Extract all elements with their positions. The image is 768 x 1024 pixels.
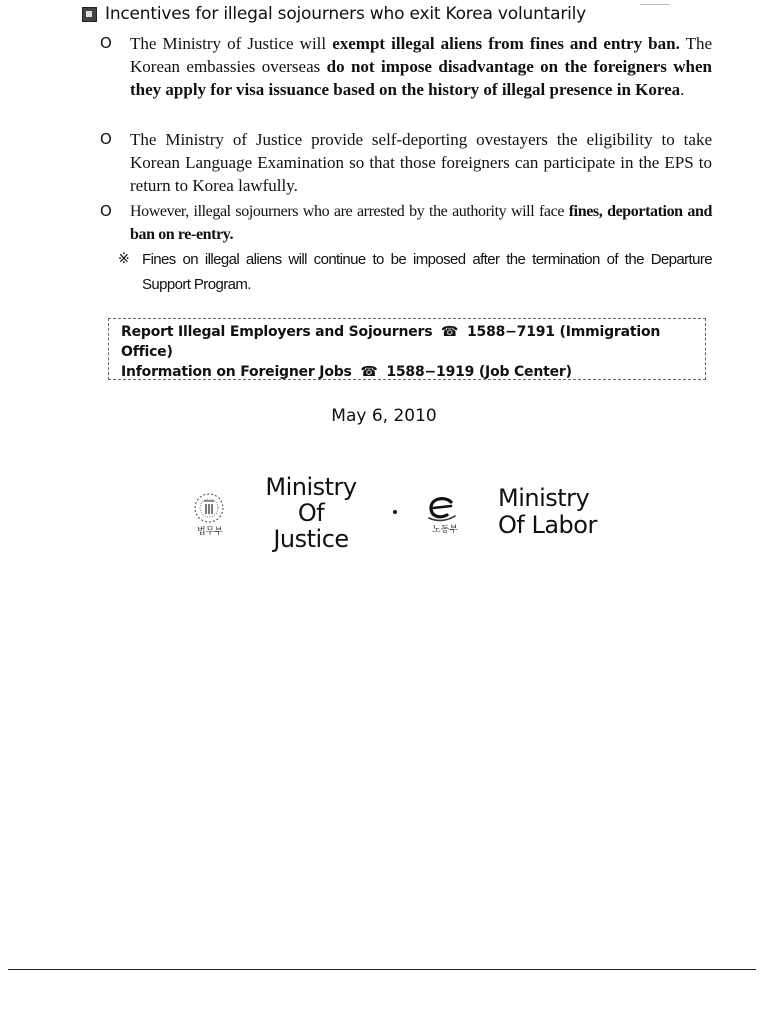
separator-dot [393, 510, 397, 514]
phone-icon: ☎ [360, 364, 378, 380]
circle-bullet-icon: O [100, 202, 112, 220]
justice-name-line: Justice [273, 525, 349, 553]
bottom-rule [8, 969, 756, 970]
contact-line-jobs [121, 362, 697, 382]
labor-korean-label: 노동부 [431, 525, 459, 535]
top-dash-line [640, 4, 670, 5]
bullet-penalties-emphasis: fines, deportation and ban on re-entry. [130, 203, 712, 243]
justice-name-line: Ministry [265, 473, 357, 501]
bullet-exemption-part: The Korean embassies overseas [130, 34, 713, 76]
section-heading-title: Incentives for illegal sojourners who exit Korea voluntarily [105, 4, 587, 24]
reference-mark-icon: ※ [118, 251, 130, 267]
circle-bullet-icon: O [100, 34, 112, 52]
section-heading [82, 4, 586, 24]
bullet-exemption-part: The Ministry of Justice will [130, 34, 333, 53]
bullet-exemption-text [130, 32, 712, 101]
ministry-of-justice-name [252, 474, 370, 552]
justice-name-line: Of [297, 499, 325, 527]
ministry-of-labor-name [498, 485, 608, 539]
bullet-exemption-emphasis: exempt illegal aliens from fines and entry ban. [332, 34, 680, 53]
contact-jobs-label: Information on Foreigner Jobs [121, 364, 352, 380]
bullet-penalties-part: However, illegal sojourners who are arrested by the authority will face [130, 203, 569, 220]
issue-date: May 6, 2010 [331, 406, 437, 426]
contact-line-report [121, 322, 697, 362]
contact-jobs-number: 1588−1919 (Job Center) [386, 364, 572, 380]
circle-bullet-icon: O [100, 130, 112, 148]
phone-icon: ☎ [441, 324, 459, 340]
contact-report-label: Report Illegal Employers and Sojourners [121, 324, 433, 340]
bullet-language-exam-text: The Ministry of Justice provide self-deporting ovestayers the eligibility to take Korean Language Examination so that those foreigners can participate in the EPS to return to Korea lawfully. [130, 130, 712, 195]
labor-name-line: Of Labor [498, 511, 597, 539]
labor-name-line: Ministry [498, 484, 590, 512]
reference-note-text: Fines on illegal aliens will continue to be imposed after the termination of the Departure Support Program. [142, 251, 712, 293]
contact-report-number: 1588−7191 (Immigration Office) [121, 324, 661, 360]
contact-box [108, 318, 706, 380]
bullet-penalties-text [130, 200, 712, 246]
bullet-exemption-emphasis: do not impose disadvantage on the foreigners when they apply for visa issuance based on the history of illegal presence in Korea [130, 57, 712, 99]
justice-korean-label: 법무부 [196, 527, 224, 537]
bullet-exemption-part: . [680, 80, 685, 99]
square-bullet-icon [82, 7, 97, 22]
